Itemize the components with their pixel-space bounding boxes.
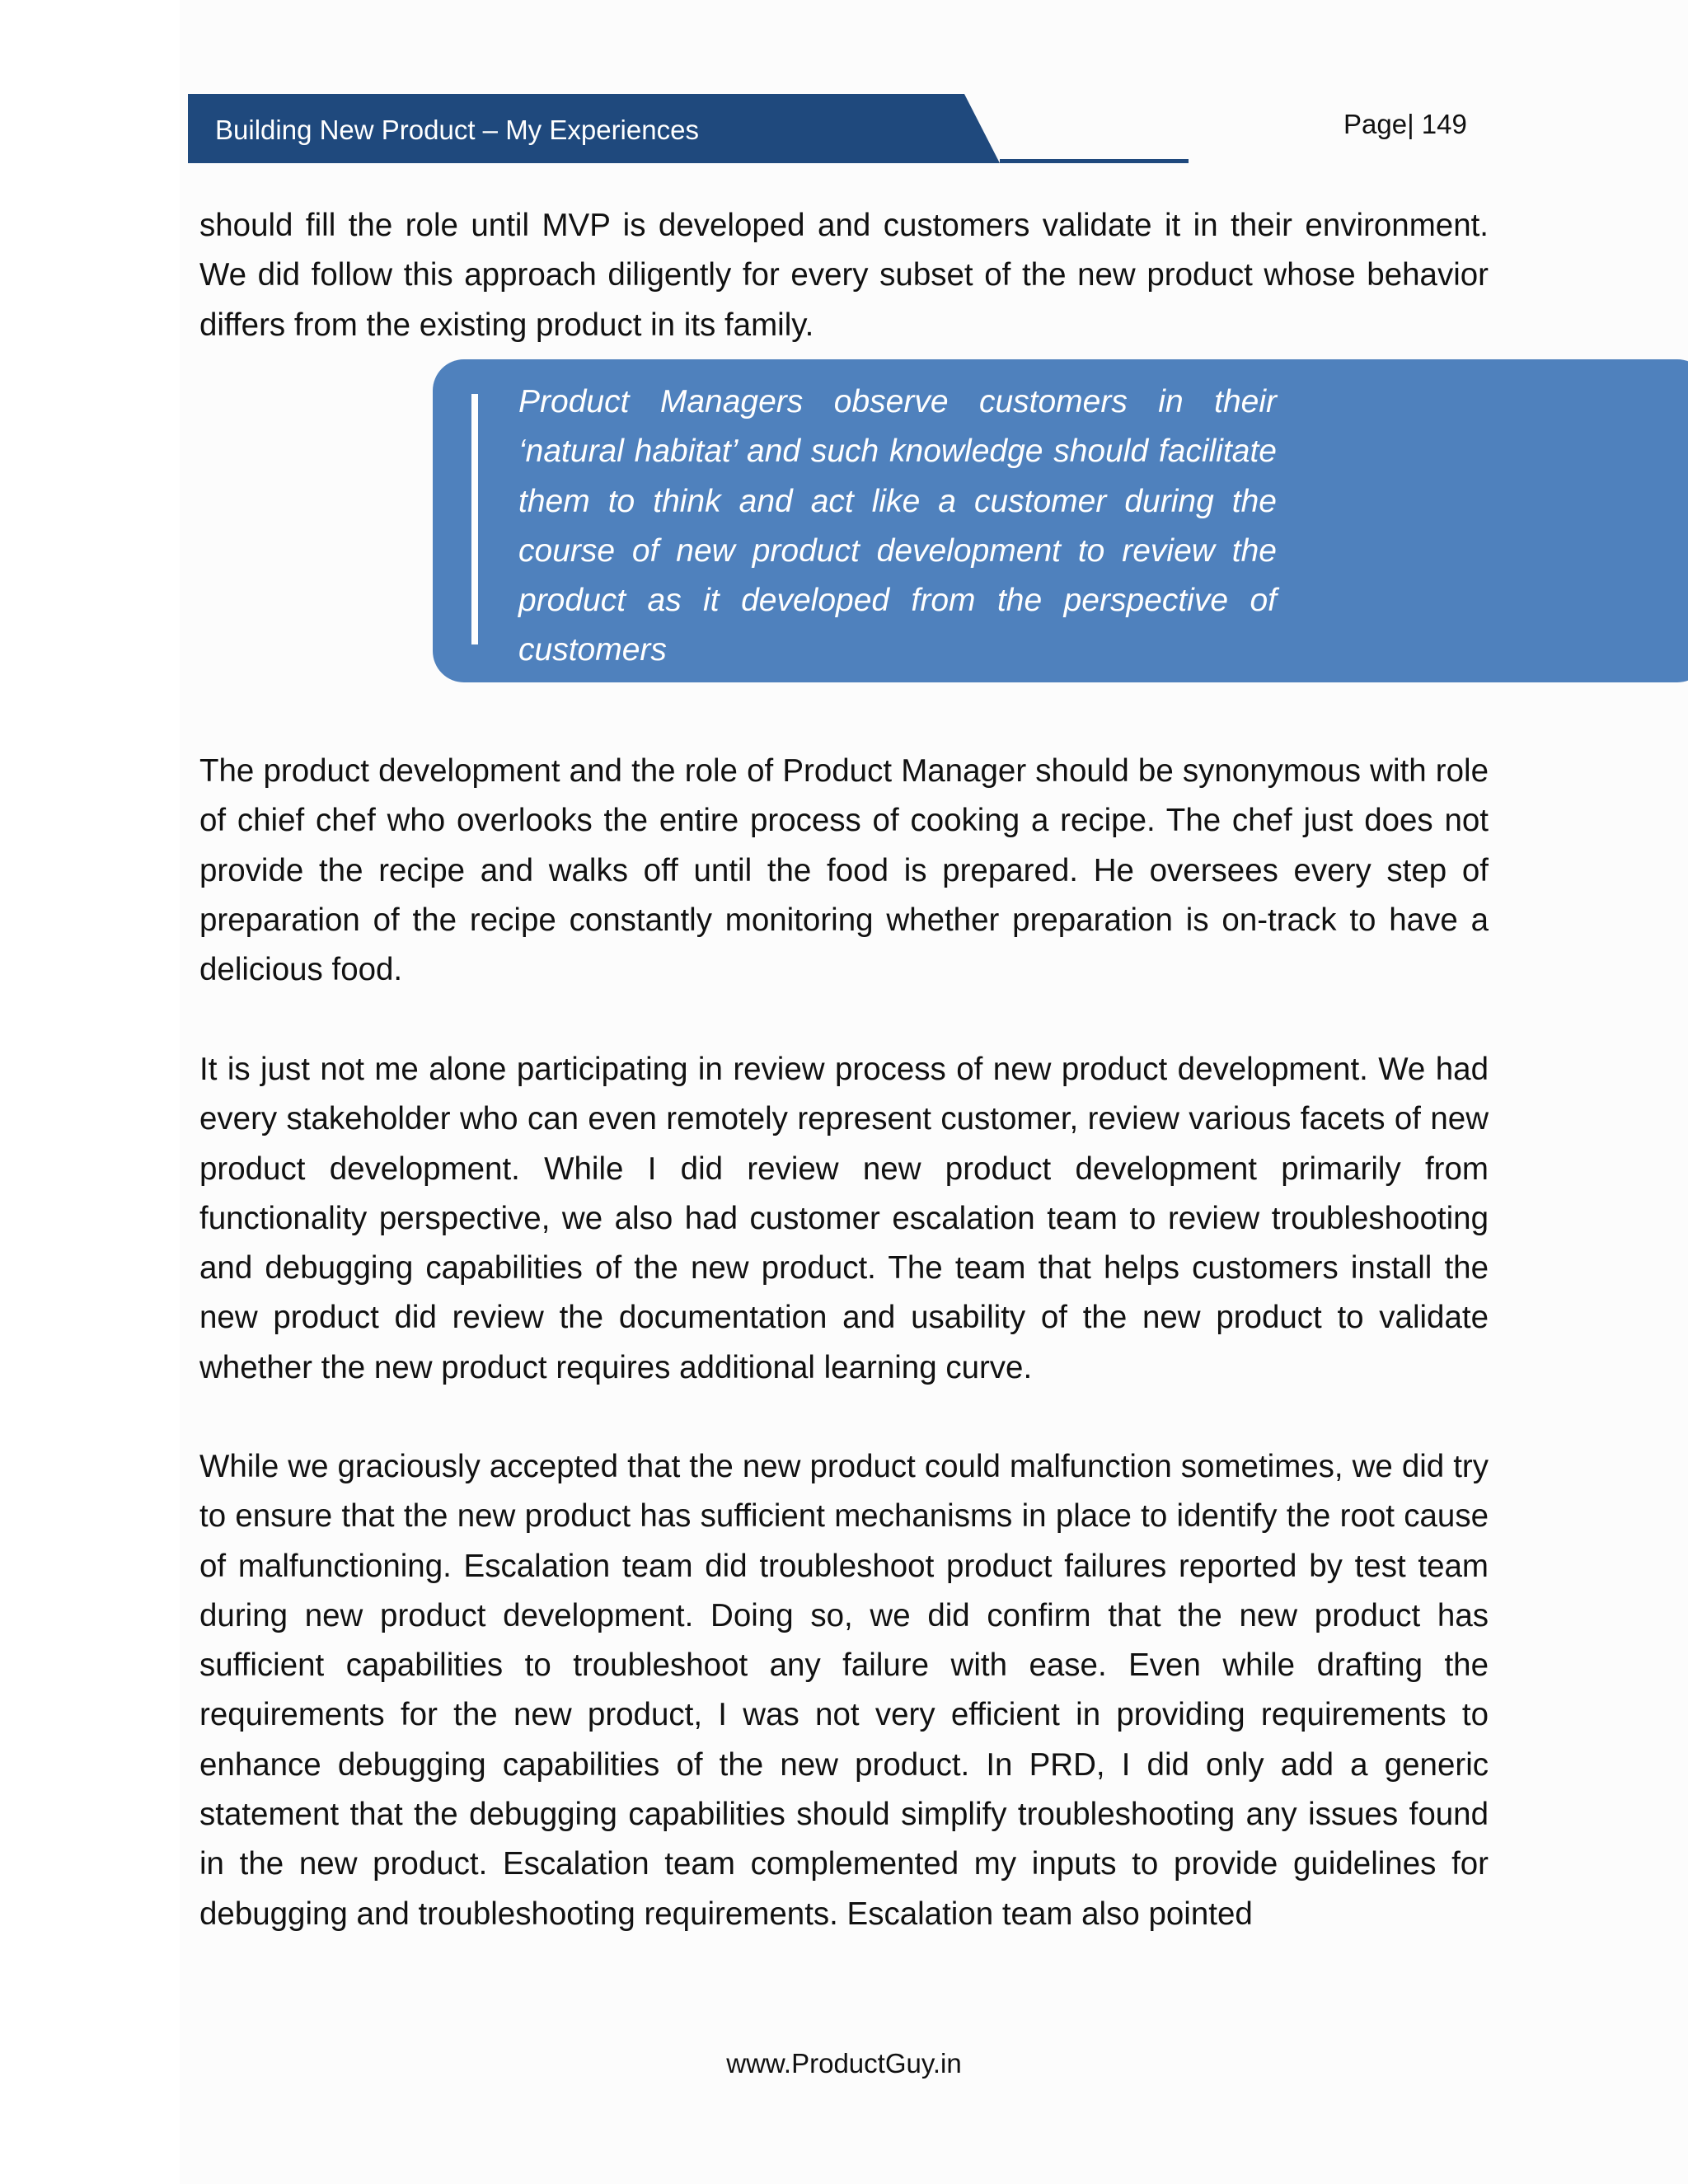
footer-website: www.ProductGuy.in <box>726 2048 962 2079</box>
pull-quote-text: Product Managers observe customers in their ‘natural habitat’ and such knowledge should facilitate them to think and act like a customer during the course of new product development to review the product as it developed from the perspective of customers <box>518 384 1277 668</box>
body-paragraph: While we graciously accepted that the new product could malfunction sometimes, we did try to ensure that the new product has sufficient mechanisms in place to identify the root cause of malfunctioning. Escalation team did troubleshoot product failures reported by test team during new product development. Doing so, we did confirm that the new product has sufficient capabilities to troubleshoot any failure with ease. Even while drafting the requirements for the new product, I was not very efficient in providing requirements to enhance debugging capabilities of the new product. In PRD, I did only add a generic statement that the debugging capabilities should simplify troubleshooting any issues found in the new product. Escalation team complemented my inputs to provide guidelines for debugging and troubleshooting requirements. Escalation team also pointed <box>199 1449 1489 1932</box>
header-rule <box>1000 159 1189 163</box>
running-header <box>188 94 1189 163</box>
header-book-title: Building New Product – My Experiences <box>215 115 699 145</box>
body-paragraph: should fill the role until MVP is developed and customers validate it in their environment. We did follow this approach diligently for every subset of the new product whose behavior differs from the existing product in its family. <box>199 208 1489 343</box>
page-number: Page| 149 <box>1343 109 1467 139</box>
pull-quote-rule <box>471 394 478 644</box>
body-paragraph: It is just not me alone participating in review process of new product development. We had every stakeholder who can even remotely represent customer, review various facets of new product development. While I did review new product development primarily from functionality perspective, we also had customer escalation team to review troubleshooting and debugging capabilities of the new product. The team that helps customers install the new product did review the documentation and usability of the new product to validate whether the new product requires additional learning curve. <box>199 1052 1489 1385</box>
body-paragraph: The product development and the role of Product Manager should be synonymous with role of chief chef who overlooks the entire process of cooking a recipe. The chef just does not provide the recipe and walks off until the food is prepared. He oversees every step of preparation of the recipe constantly monitoring whether preparation is on-track to have a delicious food. <box>199 753 1489 988</box>
